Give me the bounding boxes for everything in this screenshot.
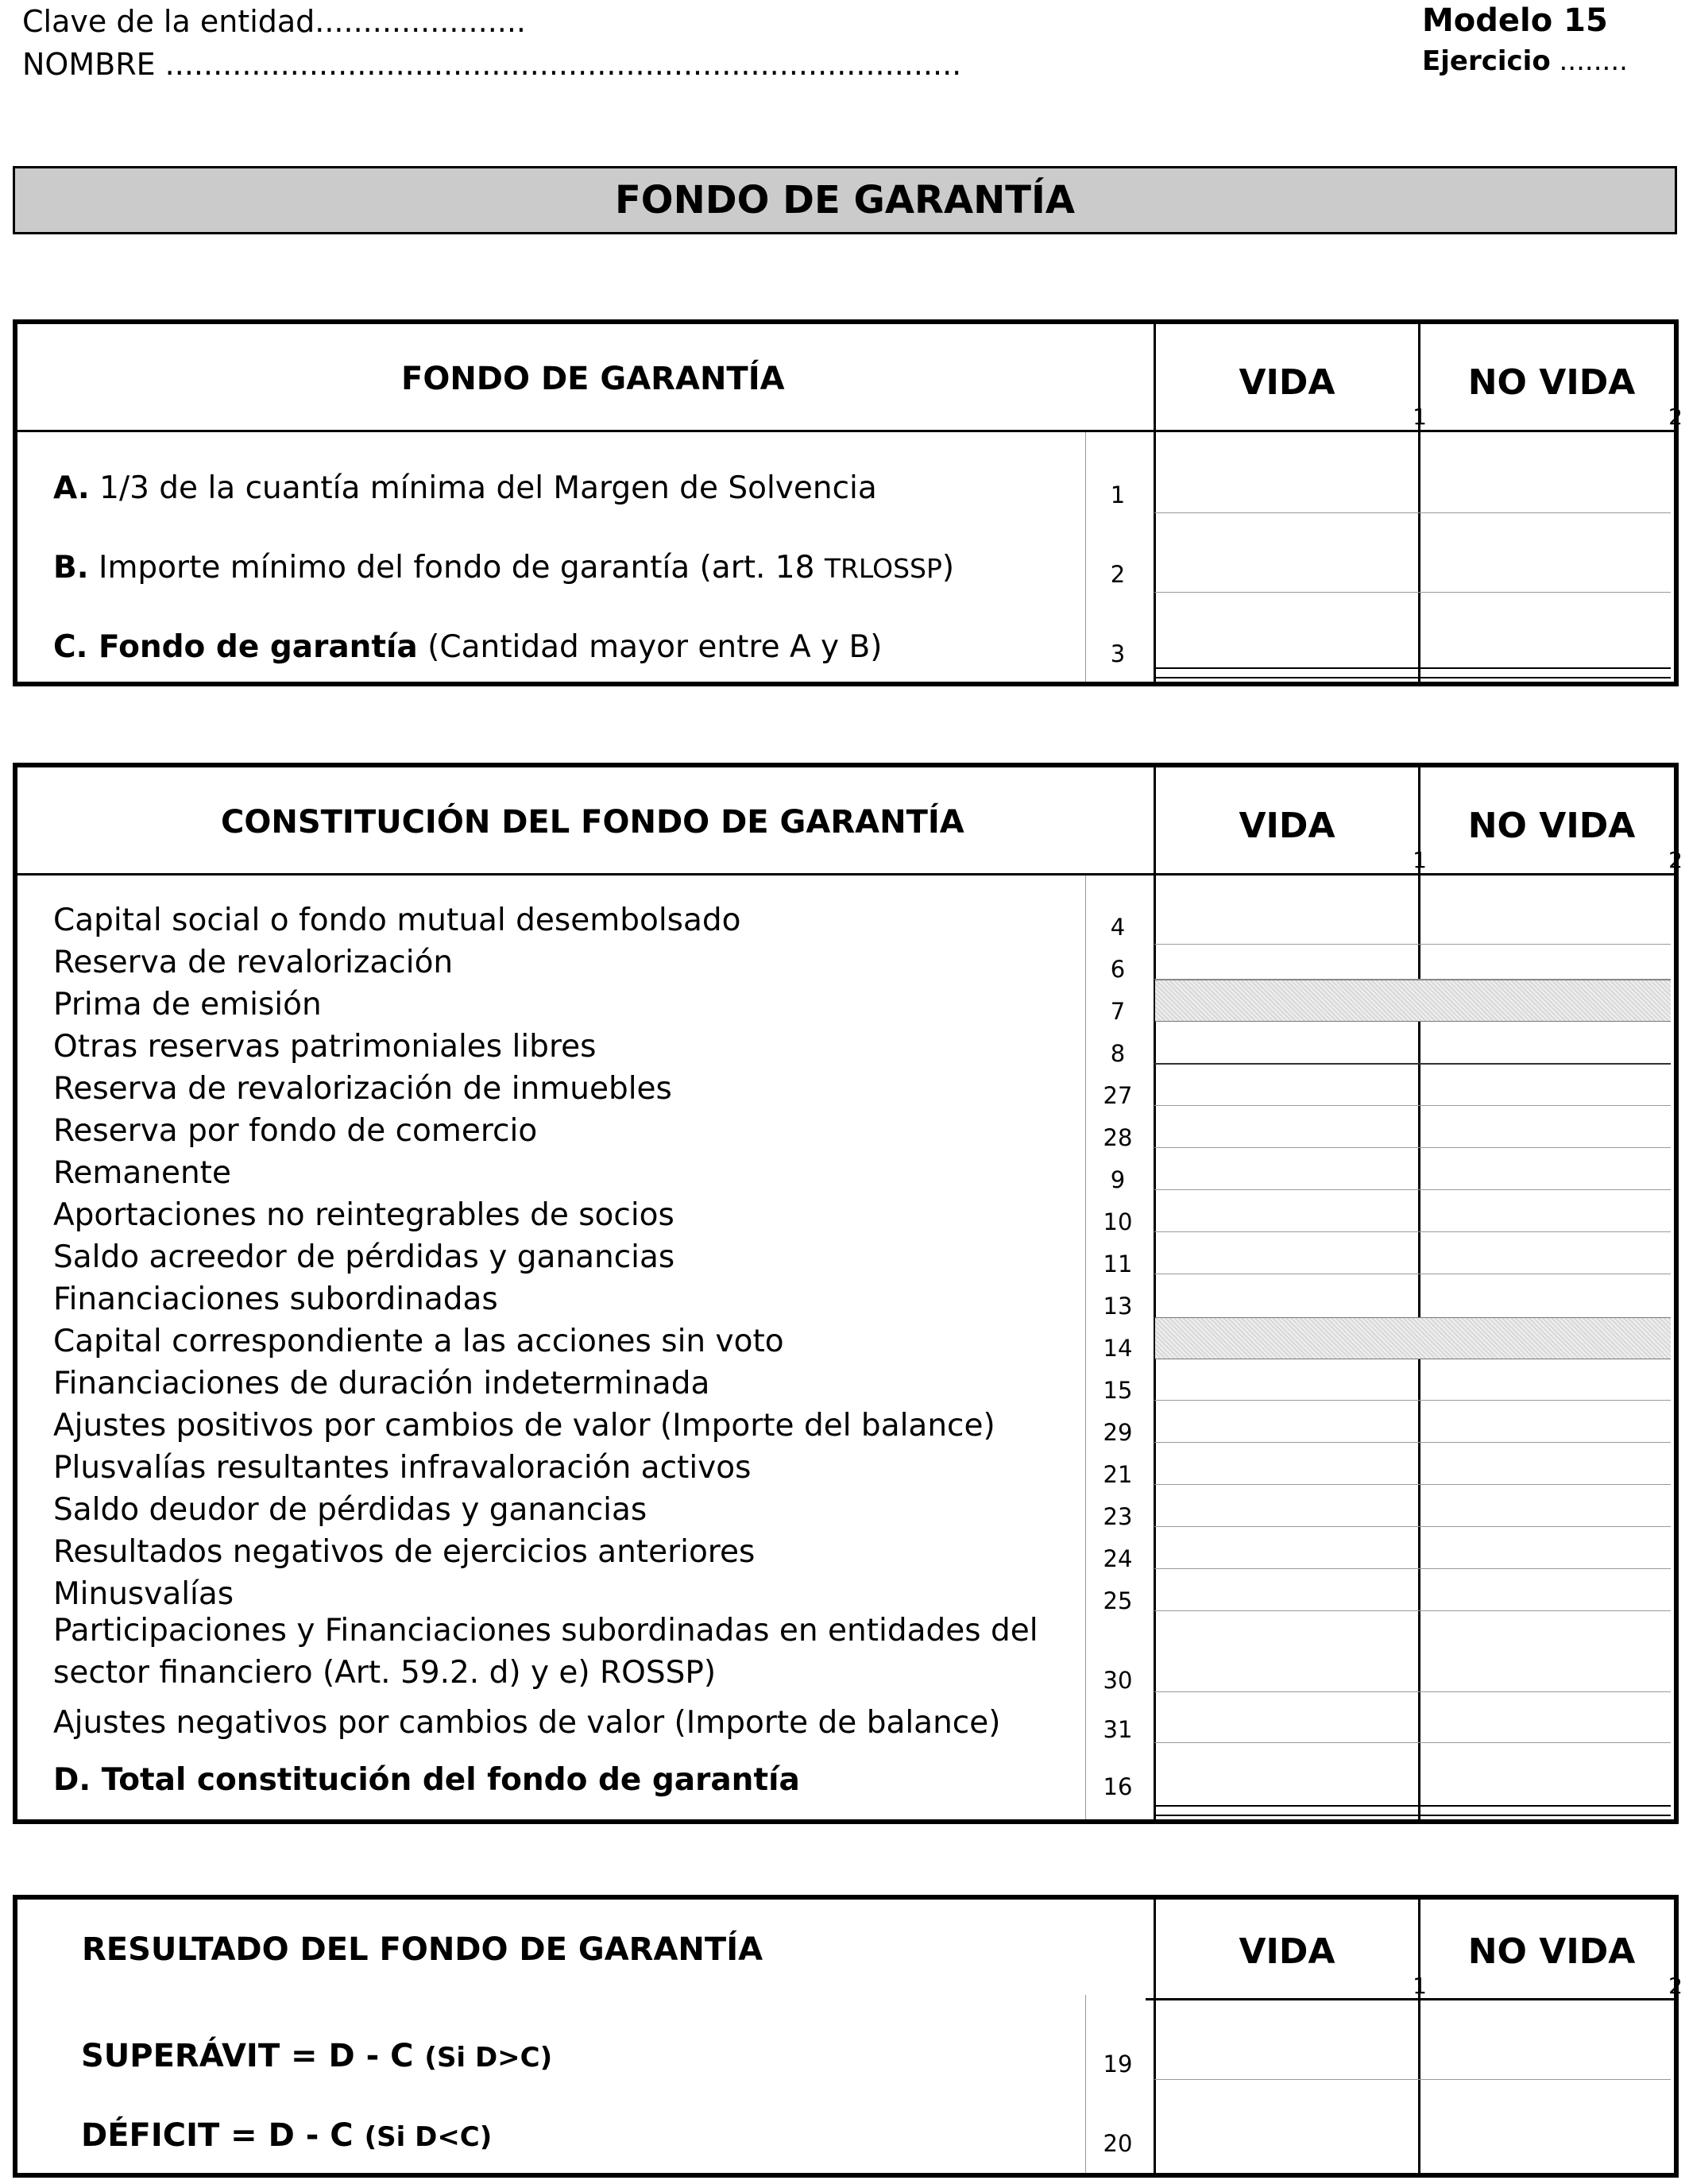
row-number: 28 — [1103, 1124, 1133, 1151]
row-number: 15 — [1103, 1377, 1133, 1404]
row-number: 2 — [1110, 561, 1126, 588]
total-row-label: D. Total constitución del fondo de garantía — [53, 1762, 800, 1798]
row-number: 8 — [1110, 1040, 1126, 1067]
section2-title: CONSTITUCIÓN DEL FONDO DE GARANTÍA — [221, 804, 964, 841]
vida-col-number: 1 — [1413, 1973, 1427, 1999]
list-item: Prima de emisión — [53, 987, 322, 1022]
list-item: Saldo deudor de pérdidas y ganancias — [53, 1492, 647, 1528]
list-item: Financiaciones subordinadas — [53, 1281, 498, 1317]
row-number: 25 — [1103, 1587, 1133, 1614]
row-number: 31 — [1103, 1716, 1133, 1743]
column-divider-vida — [1154, 767, 1156, 1819]
cell-rule — [1154, 1484, 1671, 1485]
row-number: 9 — [1110, 1166, 1126, 1193]
header-rule — [17, 873, 1674, 876]
row-number: 24 — [1103, 1545, 1133, 1572]
novida-header: NO VIDA — [1467, 362, 1636, 403]
novida-col-number: 2 — [1668, 404, 1683, 430]
list-item: Capital social o fondo mutual desembolsado — [53, 903, 741, 938]
banner-title: FONDO DE GARANTÍA — [13, 166, 1677, 234]
list-item: Reserva de revalorización de inmuebles — [53, 1071, 672, 1107]
row-number: 10 — [1103, 1208, 1133, 1235]
ejercicio-label — [1422, 45, 1628, 77]
deficit-label: DÉFICIT = D - C (Si D<C) — [81, 2117, 493, 2154]
cell-rule — [1154, 1526, 1671, 1527]
cell-rule — [1154, 1442, 1671, 1443]
row-number: 11 — [1103, 1250, 1133, 1278]
row-number: 20 — [1103, 2130, 1133, 2157]
cell-rule — [1154, 592, 1671, 593]
list-item: Resultados negativos de ejercicios anteriores — [53, 1534, 756, 1570]
ejercicio-title: Ejercicio — [1422, 45, 1551, 77]
list-item: Aportaciones no reintegrables de socios — [53, 1197, 674, 1233]
list-item: Saldo acreedor de pérdidas y ganancias — [53, 1239, 675, 1275]
header-rule — [17, 430, 1674, 432]
list-item: Participaciones y Financiaciones subordinadas en entidades del — [53, 1613, 1038, 1649]
total-double-rule — [1155, 1805, 1671, 1816]
list-item: Financiaciones de duración indeterminada — [53, 1366, 710, 1401]
row-number: 16 — [1103, 1773, 1133, 1800]
row-number: 3 — [1110, 640, 1126, 667]
section1-title: FONDO DE GARANTÍA — [401, 361, 785, 397]
list-item-continued: sector financiero (Art. 59.2. d) y e) ROSSP) — [53, 1655, 717, 1691]
list-item: Ajustes negativos por cambios de valor (Importe de balance) — [53, 1705, 1001, 1741]
list-item: Reserva por fondo de comercio — [53, 1113, 538, 1149]
list-item: Minusvalías — [53, 1576, 234, 1612]
total-double-rule — [1155, 667, 1671, 678]
row-c-label: C. Fondo de garantía (Cantidad mayor entre A y B) — [53, 629, 883, 665]
cell-rule — [1154, 1400, 1671, 1401]
resultado-section — [13, 1895, 1683, 2178]
constitucion-section — [13, 763, 1683, 1824]
row-number: 4 — [1110, 914, 1126, 941]
list-item: Plusvalías resultantes infravaloración activos — [53, 1450, 752, 1486]
cell-rule — [1154, 1742, 1671, 1743]
clave-entidad-label: Clave de la entidad...................... — [22, 4, 527, 39]
cell-rule — [1154, 1063, 1671, 1065]
cell-rule — [1154, 2079, 1671, 2080]
cell-rule — [1154, 1568, 1671, 1569]
ejercicio-dots: ........ — [1559, 45, 1628, 77]
row-b-label: B. Importe mínimo del fondo de garantía (art. 18 TRLOSSP) — [53, 550, 955, 586]
vida-header: VIDA — [1239, 1931, 1335, 1972]
row-number: 7 — [1110, 998, 1126, 1025]
row-number: 30 — [1103, 1667, 1133, 1694]
cell-rule — [1154, 1610, 1671, 1611]
shaded-cell — [1155, 980, 1671, 1022]
row-number: 6 — [1110, 956, 1126, 983]
row-number: 29 — [1103, 1419, 1133, 1446]
shaded-cell — [1155, 1317, 1671, 1359]
cell-rule — [1154, 512, 1671, 513]
list-item: Reserva de revalorización — [53, 945, 454, 980]
list-item: Otras reservas patrimoniales libres — [53, 1029, 597, 1065]
row-a-label: A. 1/3 de la cuantía mínima del Margen de Solvencia — [53, 470, 877, 506]
row-number: 13 — [1103, 1293, 1133, 1320]
cell-rule — [1154, 1691, 1671, 1692]
novida-col-number: 2 — [1668, 1973, 1683, 1999]
row-number: 1 — [1110, 481, 1126, 508]
novida-header: NO VIDA — [1467, 1931, 1636, 1972]
fondo-garantia-section — [13, 319, 1683, 686]
novida-header: NO VIDA — [1467, 806, 1636, 846]
cell-rule — [1154, 1147, 1671, 1148]
cell-rule — [1154, 979, 1671, 980]
row-number: 14 — [1103, 1335, 1133, 1362]
vida-col-number: 1 — [1413, 404, 1427, 430]
nombre-label: NOMBRE ................................................................................... — [22, 47, 962, 82]
row-number: 21 — [1103, 1461, 1133, 1488]
row-number: 27 — [1103, 1082, 1133, 1109]
vida-col-number: 1 — [1413, 847, 1427, 873]
row-number: 19 — [1103, 2051, 1133, 2078]
cell-rule — [1154, 1231, 1671, 1232]
list-item: Ajustes positivos por cambios de valor (Importe del balance) — [53, 1408, 995, 1444]
row-number: 23 — [1103, 1503, 1133, 1530]
header-rule — [1146, 1998, 1674, 2000]
cell-rule — [1154, 944, 1671, 945]
section3-title: RESULTADO DEL FONDO DE GARANTÍA — [82, 1931, 763, 1968]
modelo-label: Modelo 15 — [1422, 2, 1608, 39]
list-item: Remanente — [53, 1155, 231, 1191]
column-divider-novida — [1418, 767, 1420, 1819]
superavit-label: SUPERÁVIT = D - C (Si D>C) — [81, 2038, 553, 2074]
vida-header: VIDA — [1239, 806, 1335, 846]
vida-header: VIDA — [1239, 362, 1335, 403]
list-item: Capital correspondiente a las acciones sin voto — [53, 1324, 784, 1359]
cell-rule — [1154, 1189, 1671, 1190]
novida-col-number: 2 — [1668, 847, 1683, 873]
cell-rule — [1154, 1105, 1671, 1106]
